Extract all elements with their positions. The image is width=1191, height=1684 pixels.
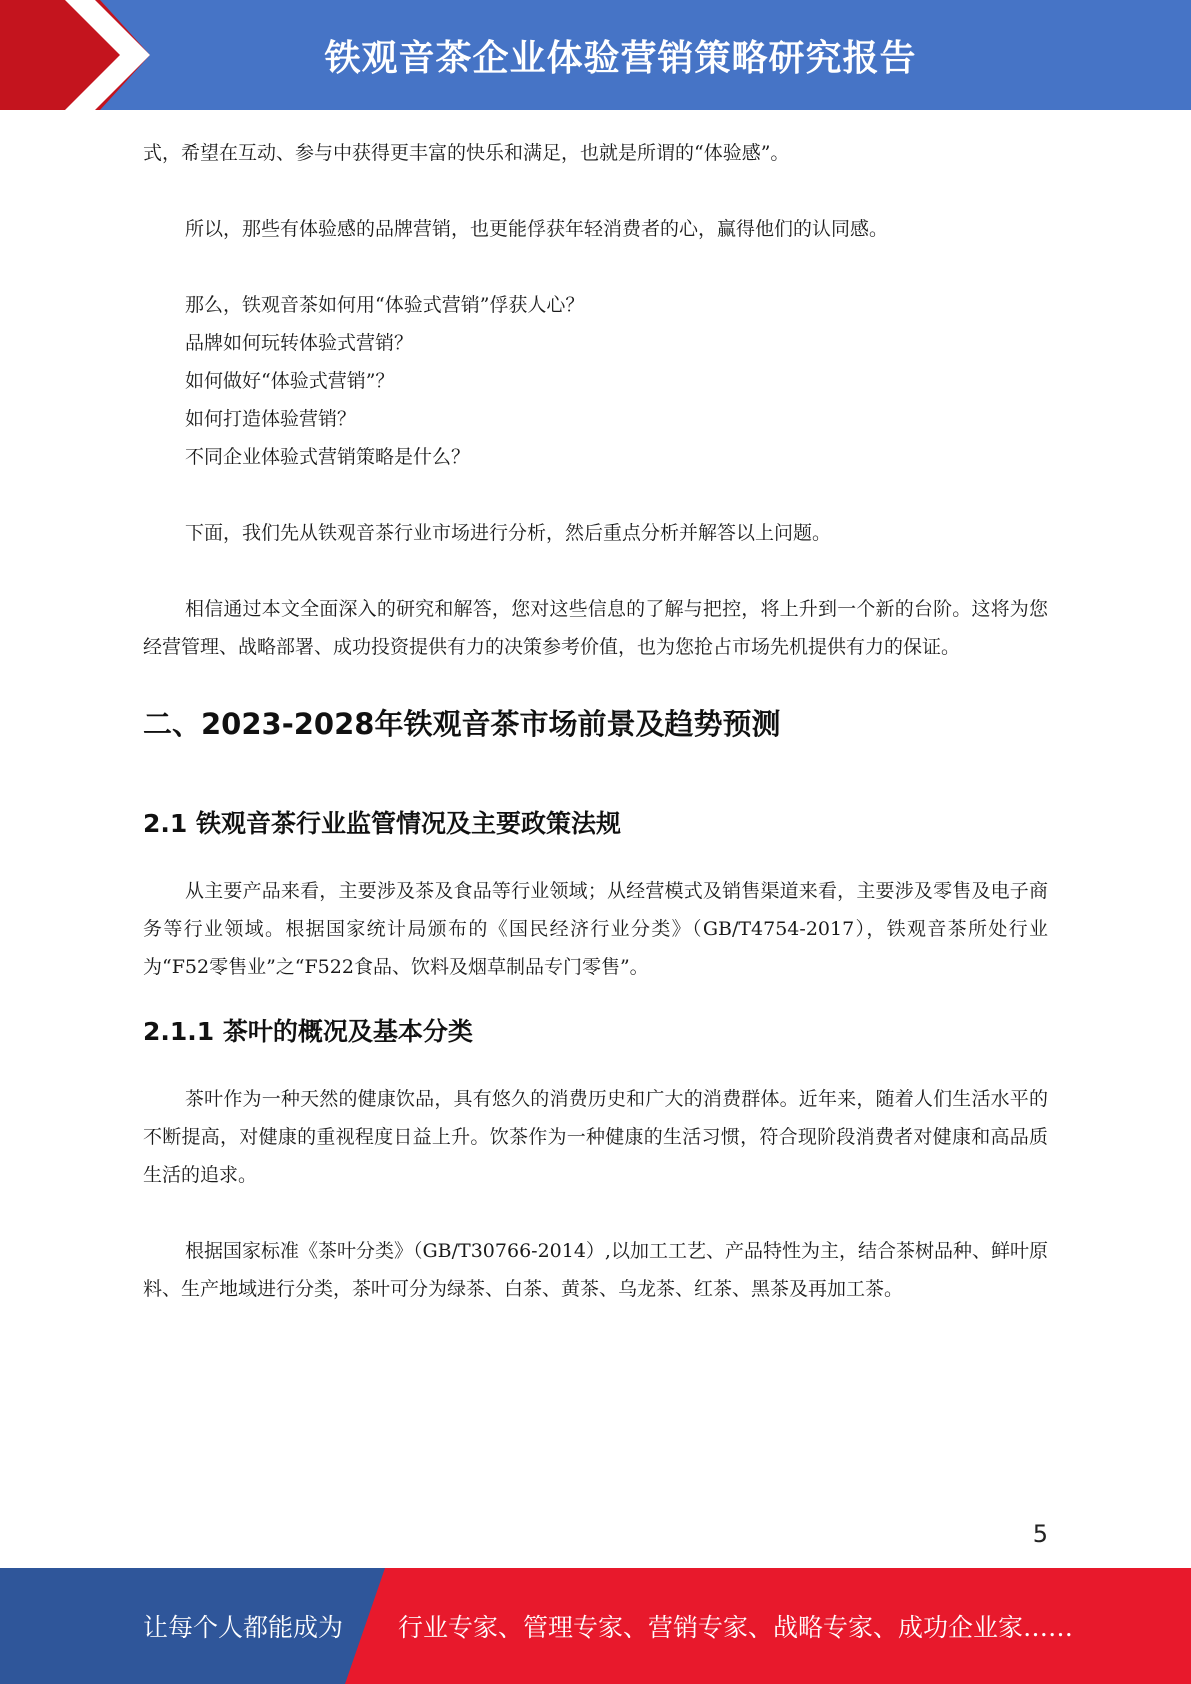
paragraph: 从主要产品来看，主要涉及茶及食品等行业领域；从经营模式及销售渠道来看，主要涉及零售及电子商务等行业领域。根据国家统计局颁布的《国民经济行业分类》（GB/T4754-2017），铁观音茶所处行业为“F52零售业”之“F522食品、饮料及烟草制品专门零售”。 <box>143 880 1048 978</box>
paragraph: 式，希望在互动、参与中获得更丰富的快乐和满足，也就是所谓的“体验感”。 <box>143 142 790 164</box>
paragraph: 下面，我们先从铁观音茶行业市场进行分析，然后重点分析并解答以上问题。 <box>185 522 832 544</box>
page-number: 5 <box>1032 1520 1048 1548</box>
question-item: 那么，铁观音茶如何用“体验式营销”俘获人心？ <box>185 294 585 316</box>
report-title: 铁观音茶企业体验营销策略研究报告 <box>324 37 917 79</box>
footer-slogan-left: 让每个人都能成为 <box>143 1613 344 1642</box>
subsection-heading: 2.1.1 茶叶的概况及基本分类 <box>143 1017 473 1046</box>
page-content <box>143 134 1048 1308</box>
header-chevron-icon <box>0 0 160 110</box>
paragraph: 茶叶作为一种天然的健康饮品，具有悠久的消费历史和广大的消费群体。近年来，随着人们生活水平的不断提高，对健康的重视程度日益上升。饮茶作为一种健康的生活习惯，符合现阶段消费者对健康和高品质生活的追求。 <box>143 1088 1048 1186</box>
question-item: 不同企业体验式营销策略是什么？ <box>185 446 471 468</box>
paragraph: 相信通过本文全面深入的研究和解答，您对这些信息的了解与把控，将上升到一个新的台阶。这将为您经营管理、战略部署、成功投资提供有力的决策参考价值，也为您抢占市场先机提供有力的保证。 <box>143 598 1048 658</box>
paragraph: 根据国家标准《茶叶分类》（GB/T30766-2014）,以加工工艺、产品特性为主，结合茶树品种、鲜叶原料、生产地域进行分类，茶叶可分为绿茶、白茶、黄茶、乌龙茶、红茶、黑茶及再加工茶。 <box>143 1240 1048 1300</box>
section-heading: 二、2023-2028年铁观音茶市场前景及趋势预测 <box>143 707 781 741</box>
subsection-heading: 2.1 铁观音茶行业监管情况及主要政策法规 <box>143 809 621 838</box>
question-item: 如何打造体验营销？ <box>185 408 357 430</box>
footer-banner <box>0 1568 1191 1684</box>
footer-slogan-right: 行业专家、管理专家、营销专家、战略专家、成功企业家…… <box>398 1613 1074 1642</box>
paragraph: 所以，那些有体验感的品牌营销，也更能俘获年轻消费者的心，赢得他们的认同感。 <box>185 218 889 240</box>
header-banner <box>0 0 1191 110</box>
question-item: 品牌如何玩转体验式营销？ <box>185 332 414 354</box>
question-item: 如何做好“体验式营销”？ <box>185 370 395 392</box>
